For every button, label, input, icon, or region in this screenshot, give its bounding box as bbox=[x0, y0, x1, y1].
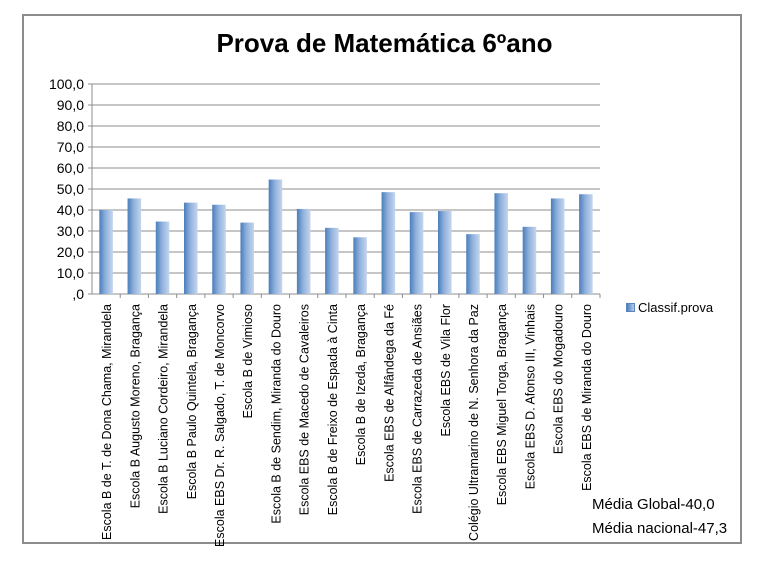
bar bbox=[494, 193, 508, 294]
bar bbox=[551, 198, 565, 294]
x-tick-label: Escola EBS do Mogadouro bbox=[551, 304, 566, 455]
bar bbox=[353, 237, 367, 294]
x-tick-label: Escola B Augusto Moreno, Bragança bbox=[128, 304, 143, 509]
x-tick-label: Escola EBS de Miranda do Douro bbox=[579, 304, 594, 491]
media-nacional-note: Média nacional-47,3 bbox=[592, 520, 728, 537]
bar bbox=[156, 222, 170, 294]
bar bbox=[466, 234, 480, 294]
bar bbox=[410, 212, 424, 294]
bar bbox=[523, 227, 537, 294]
bar bbox=[240, 223, 254, 294]
y-tick-label: 100,0 bbox=[48, 76, 84, 92]
y-tick-label: 10,0 bbox=[56, 265, 84, 281]
x-tick-label: Escola B de Izeda, Bragança bbox=[354, 303, 369, 466]
x-tick-label: Escola B de Sendim, Miranda do Douro bbox=[269, 304, 284, 524]
y-tick-label: 50,0 bbox=[56, 181, 84, 197]
x-tick-label: Escola EBS de Alfândega da Fé bbox=[382, 304, 397, 482]
x-tick-label: Escola B de Vimioso bbox=[241, 304, 256, 419]
bar bbox=[128, 198, 142, 294]
y-tick-label: 30,0 bbox=[56, 223, 84, 239]
bar bbox=[212, 205, 226, 294]
x-tick-label: Escola B de T. de Dona Chama, Mirandela bbox=[100, 304, 115, 541]
y-tick-label: 20,0 bbox=[56, 244, 84, 260]
legend-swatch bbox=[626, 303, 635, 312]
legend-label: Classif.prova bbox=[638, 300, 714, 315]
chart-title: Prova de Matemática 6ºano bbox=[216, 28, 553, 58]
x-tick-label: Escola EBS de Macedo de Cavaleiros bbox=[297, 303, 312, 516]
x-tick-label: Escola EBS Dr. R. Salgado, T. de Moncorvo bbox=[213, 304, 227, 547]
x-tick-label: Escola B Paulo Quintela, Bragança bbox=[184, 304, 199, 500]
y-tick-label: 70,0 bbox=[56, 139, 84, 155]
x-tick-label: Escola B de Freixo de Espada à Cinta bbox=[325, 304, 340, 516]
bar bbox=[579, 194, 593, 294]
x-tick-label: Colégio Ultramarino de N. Senhora da Paz bbox=[467, 304, 481, 541]
media-global-note: Média Global-40,0 bbox=[592, 496, 715, 513]
y-tick-label: 60,0 bbox=[56, 160, 84, 176]
y-tick-label: 90,0 bbox=[56, 97, 84, 113]
y-tick-label: ,0 bbox=[72, 286, 84, 302]
bar bbox=[269, 180, 283, 294]
x-tick-label: Escola EBS D. Afonso III, Vinhais bbox=[523, 304, 538, 490]
x-tick-label: Escola EBS de Carrazeda de Ansiães bbox=[410, 304, 425, 514]
bar bbox=[297, 209, 311, 294]
x-tick-label: Escola EBS Miguel Torga, Bragança bbox=[495, 304, 510, 506]
bar bbox=[184, 203, 198, 294]
x-tick-label: Escola EBS de Vila Flor bbox=[438, 304, 453, 437]
bar bbox=[382, 192, 396, 294]
x-tick-label: Escola B Luciano Cordeiro, Mirandela bbox=[156, 304, 171, 514]
bar bbox=[325, 228, 339, 294]
y-tick-label: 80,0 bbox=[56, 118, 84, 134]
bar bbox=[438, 211, 452, 294]
bar bbox=[99, 210, 113, 294]
y-tick-label: 40,0 bbox=[56, 202, 84, 218]
chart-legend bbox=[626, 300, 713, 315]
